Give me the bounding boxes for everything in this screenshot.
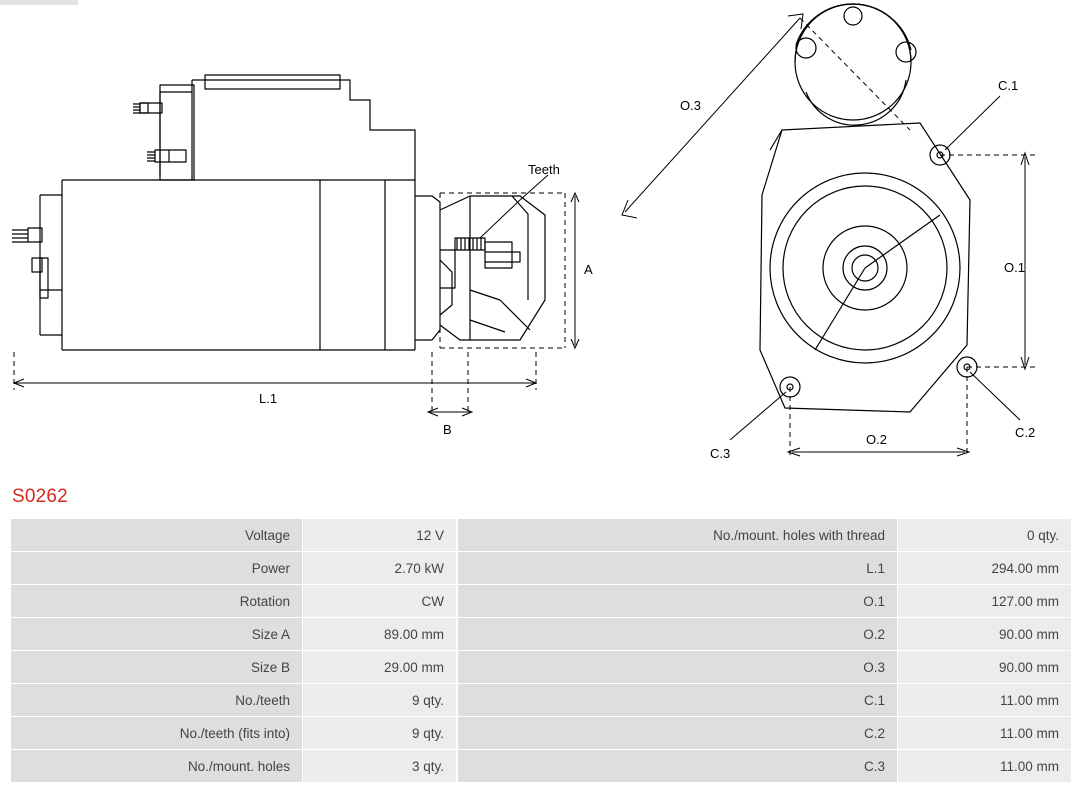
dimension-label-l1: L.1 bbox=[259, 391, 278, 406]
table-row bbox=[11, 684, 457, 717]
spec-label: O.3 bbox=[458, 651, 898, 684]
dimension-label-o1: O.1 bbox=[1004, 260, 1025, 275]
dimension-label-b: B bbox=[443, 422, 452, 437]
spec-label: Rotation bbox=[11, 585, 303, 618]
spec-value: 90.00 mm bbox=[898, 651, 1072, 684]
spec-label: Power bbox=[11, 552, 303, 585]
table-row bbox=[458, 519, 1072, 552]
table-row bbox=[11, 717, 457, 750]
table-row bbox=[458, 651, 1072, 684]
spec-value: 2.70 kW bbox=[303, 552, 457, 585]
dimension-label-a: A bbox=[584, 262, 593, 277]
starter-side-view-drawing bbox=[0, 0, 610, 470]
spec-label: O.2 bbox=[458, 618, 898, 651]
dimension-label-c3: C.3 bbox=[710, 446, 731, 461]
spec-value: CW bbox=[303, 585, 457, 618]
table-row bbox=[11, 552, 457, 585]
spec-value: 9 qty. bbox=[303, 717, 457, 750]
part-number: S0262 bbox=[12, 486, 68, 507]
table-row bbox=[458, 717, 1072, 750]
spec-label: No./teeth bbox=[11, 684, 303, 717]
table-row bbox=[458, 552, 1072, 585]
spec-label: No./mount. holes with thread bbox=[458, 519, 898, 552]
spec-label: No./mount. holes bbox=[11, 750, 303, 783]
spec-label: O.1 bbox=[458, 585, 898, 618]
table-row bbox=[458, 750, 1072, 783]
spec-value: 11.00 mm bbox=[898, 717, 1072, 750]
spec-label: Size A bbox=[11, 618, 303, 651]
table-row bbox=[458, 585, 1072, 618]
spec-value: 12 V bbox=[303, 519, 457, 552]
spec-label: C.2 bbox=[458, 717, 898, 750]
spec-value: 127.00 mm bbox=[898, 585, 1072, 618]
dimension-label-o3: O.3 bbox=[680, 98, 701, 113]
spec-value: 0 qty. bbox=[898, 519, 1072, 552]
table-row bbox=[11, 618, 457, 651]
spec-label: C.3 bbox=[458, 750, 898, 783]
teeth-label: Teeth bbox=[528, 162, 560, 177]
spec-value: 90.00 mm bbox=[898, 618, 1072, 651]
spec-value: 11.00 mm bbox=[898, 750, 1072, 783]
dimension-label-c2: C.2 bbox=[1015, 425, 1036, 440]
table-row bbox=[11, 585, 457, 618]
spec-value: 11.00 mm bbox=[898, 684, 1072, 717]
spec-value: 89.00 mm bbox=[303, 618, 457, 651]
table-row bbox=[11, 651, 457, 684]
dimension-label-c1: C.1 bbox=[998, 78, 1019, 93]
spec-label: No./teeth (fits into) bbox=[11, 717, 303, 750]
table-row bbox=[458, 618, 1072, 651]
dimension-label-o2: O.2 bbox=[866, 432, 887, 447]
spec-label: Size B bbox=[11, 651, 303, 684]
table-row bbox=[11, 519, 457, 552]
spec-value: 29.00 mm bbox=[303, 651, 457, 684]
table-row bbox=[11, 750, 457, 783]
spec-table-right bbox=[457, 518, 1072, 783]
spec-label: Voltage bbox=[11, 519, 303, 552]
spec-value: 9 qty. bbox=[303, 684, 457, 717]
spec-label: L.1 bbox=[458, 552, 898, 585]
specifications bbox=[10, 518, 1070, 783]
spec-label: C.1 bbox=[458, 684, 898, 717]
spec-value: 3 qty. bbox=[303, 750, 457, 783]
table-row bbox=[458, 684, 1072, 717]
spec-value: 294.00 mm bbox=[898, 552, 1072, 585]
starter-front-view-drawing bbox=[610, 0, 1080, 475]
spec-table-left bbox=[10, 518, 457, 783]
